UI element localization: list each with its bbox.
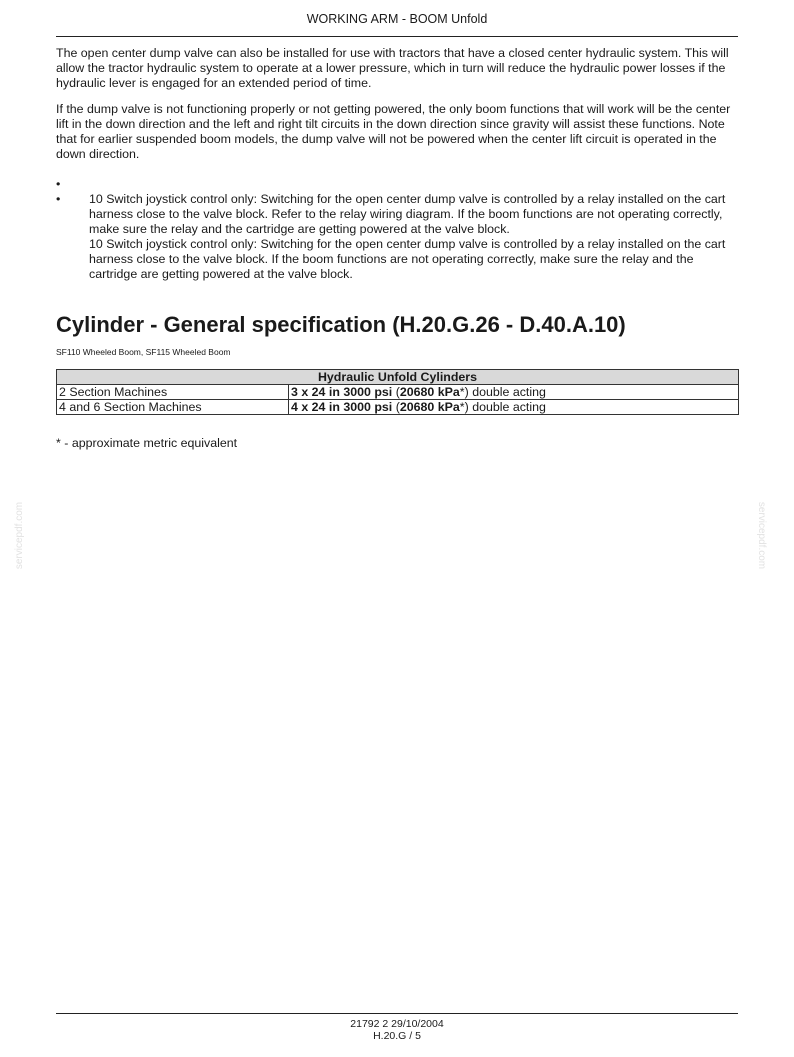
applies-to: SF110 Wheeled Boom, SF115 Wheeled Boom	[56, 347, 231, 357]
bullet-list	[56, 177, 740, 282]
list-item	[56, 192, 740, 282]
body-text	[56, 46, 740, 282]
row-label: 2 Section Machines	[57, 385, 289, 400]
spec-table	[56, 369, 739, 415]
paragraph-dump-valve-install: The open center dump valve can also be installed for use with tractors that have a closed center hydraulic system. This will allow the tractor hydraulic system to operate at a lower pressure, which in turn will reduce the hydraulic power losses if the hydraulic lever is engaged for an extended period of time.	[56, 46, 729, 90]
page-header: WORKING ARM - BOOM Unfold	[306, 12, 488, 26]
footer-page-number: H.20.G / 5	[373, 1030, 421, 1042]
list-item	[56, 177, 740, 192]
header-divider	[56, 36, 738, 37]
table-header: Hydraulic Unfold Cylinders	[57, 370, 739, 385]
watermark-left: servicepdf.com	[14, 501, 26, 570]
table-row	[57, 400, 739, 415]
table-row	[57, 385, 739, 400]
footer-divider	[56, 1013, 738, 1014]
bullet-text-relay: 10 Switch joystick control only: Switching for the open center dump valve is controlled by a relay installed on the cart harness close to the valve block. If the boom functions are not operating correctly, make sure the relay and the cartridge are getting powered at the valve block.	[89, 237, 726, 281]
bullet-marker: •	[56, 177, 61, 191]
bullet-marker: •	[56, 192, 61, 206]
page-footer	[0, 1018, 794, 1042]
footnote: * - approximate metric equivalent	[56, 436, 238, 450]
paragraph-dump-valve-fault: If the dump valve is not functioning properly or not getting powered, the only boom functions that will work will be the center lift in the down direction and the left and right tilt circuits in the down direction since gravity will assist these functions. Note that for earlier suspended boom models, the dump valve will not be powered when the center lift circuit is operated in the down direction.	[56, 102, 731, 161]
bullet-text-relay-wiring: 10 Switch joystick control only: Switching for the open center dump valve is controlled by a relay installed on the cart harness close to the valve block. Refer to the relay wiring diagram. If the boom functions are not operating correctly, make sure the relay and the cartridge are getting powered at the valve block.	[89, 192, 726, 236]
row-spec: 3 x 24 in 3000 psi (20680 kPa*) double acting	[289, 385, 739, 400]
watermark-right: servicepdf.com	[756, 501, 768, 570]
section-title: Cylinder - General specification (H.20.G.26 - D.40.A.10)	[56, 312, 626, 337]
row-label: 4 and 6 Section Machines	[57, 400, 289, 415]
table-header-row	[57, 370, 739, 385]
footer-doc-line: 21792 2 29/10/2004	[350, 1018, 444, 1030]
row-spec: 4 x 24 in 3000 psi (20680 kPa*) double acting	[289, 400, 739, 415]
